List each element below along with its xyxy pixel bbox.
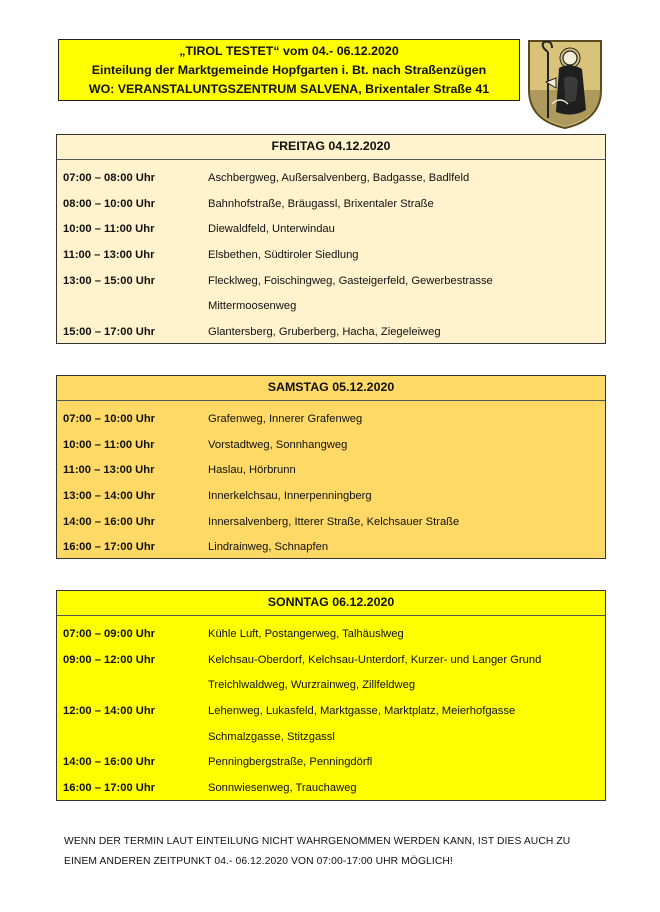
street-list: Flecklweg, Foischingweg, Gasteigerfeld, Gewerbestrasse bbox=[208, 274, 493, 287]
street-list: Vorstadtweg, Sonnhangweg bbox=[208, 438, 348, 451]
header-title: „TIROL TESTET“ vom 04.- 06.12.2020 bbox=[179, 43, 399, 58]
time-slot: 13:00 – 15:00 Uhr bbox=[63, 274, 156, 287]
schedule-row bbox=[57, 192, 605, 218]
street-list: Kühle Luft, Postangerweg, Talhäuslweg bbox=[208, 628, 404, 640]
schedule-row bbox=[57, 510, 605, 536]
time-slot: 08:00 – 10:00 Uhr bbox=[63, 197, 156, 210]
time-slot: 10:00 – 11:00 Uhr bbox=[63, 223, 155, 236]
saturday-schedule bbox=[56, 375, 606, 559]
street-list: Haslau, Hörbrunn bbox=[208, 464, 296, 477]
street-list: Penningbergstraße, Penningdörfl bbox=[208, 756, 373, 769]
schedule-row bbox=[57, 166, 605, 192]
time-slot: 16:00 – 17:00 Uhr bbox=[63, 541, 156, 554]
time-slot: 16:00 – 17:00 Uhr bbox=[63, 782, 156, 795]
street-list: Schmalzgasse, Stitzgassl bbox=[208, 730, 335, 743]
street-list: Diewaldfeld, Unterwindau bbox=[208, 223, 335, 236]
schedule-row bbox=[57, 725, 605, 751]
schedule-row bbox=[57, 673, 605, 699]
time-slot: 10:00 – 11:00 Uhr bbox=[63, 438, 155, 451]
sunday-schedule bbox=[56, 590, 606, 801]
header-location: WO: VERANSTALUNTGSZENTRUM SALVENA, Brixentaler Straße 41 bbox=[88, 81, 490, 96]
time-slot: 09:00 – 12:00 Uhr bbox=[63, 653, 156, 666]
street-list: Glantersberg, Gruberberg, Hacha, Ziegeleiweg bbox=[208, 326, 441, 339]
time-slot: 11:00 – 13:00 Uhr bbox=[63, 249, 155, 262]
schedule-row bbox=[57, 320, 605, 346]
schedule-row bbox=[57, 269, 605, 295]
street-list: Aschbergweg, Außersalvenberg, Badgasse, Badlfeld bbox=[208, 172, 470, 184]
street-list: Kelchsau-Oberdorf, Kelchsau-Unterdorf, Kurzer- und Langer Grund bbox=[208, 653, 542, 666]
time-slot: 15:00 – 17:00 Uhr bbox=[63, 326, 156, 339]
street-list: Sonnwiesenweg, Trauchaweg bbox=[208, 782, 357, 795]
schedule-row bbox=[57, 776, 605, 802]
street-list: Mittermoosenweg bbox=[208, 300, 297, 313]
time-slot: 13:00 – 14:00 Uhr bbox=[63, 490, 156, 503]
schedule-row bbox=[57, 622, 605, 648]
friday-schedule bbox=[56, 134, 606, 344]
schedule-row bbox=[57, 217, 605, 243]
footer-note-line: WENN DER TERMIN LAUT EINTEILUNG NICHT WAHRGENOMMEN WERDEN KANN, IST DIES AUCH ZU bbox=[64, 836, 571, 847]
schedule-row bbox=[57, 535, 605, 561]
time-slot: 07:00 – 09:00 Uhr bbox=[63, 628, 156, 640]
schedule-row bbox=[57, 243, 605, 269]
schedule-row bbox=[57, 433, 605, 459]
schedule-row bbox=[57, 407, 605, 433]
sunday-title: SONNTAG 06.12.2020 bbox=[57, 591, 605, 616]
time-slot bbox=[57, 725, 208, 751]
time-slot: 14:00 – 16:00 Uhr bbox=[63, 756, 156, 769]
saint-with-crozier-coat-of-arms-icon bbox=[526, 38, 604, 130]
header-subtitle: Einteilung der Marktgemeinde Hopfgarten i. Bt. nach Straßenzügen bbox=[91, 62, 487, 77]
schedule-row bbox=[57, 648, 605, 674]
time-slot bbox=[57, 294, 208, 320]
time-slot: 14:00 – 16:00 Uhr bbox=[63, 515, 156, 528]
time-slot bbox=[57, 673, 208, 699]
schedule-row bbox=[57, 484, 605, 510]
schedule-row bbox=[57, 699, 605, 725]
time-slot: 07:00 – 10:00 Uhr bbox=[63, 413, 156, 425]
friday-title: FREITAG 04.12.2020 bbox=[57, 135, 605, 160]
street-list: Grafenweg, Innerer Grafenweg bbox=[208, 413, 363, 425]
street-list: Lindrainweg, Schnapfen bbox=[208, 541, 329, 554]
time-slot: 07:00 – 08:00 Uhr bbox=[63, 172, 156, 184]
street-list: Innerkelchsau, Innerpenningberg bbox=[208, 490, 372, 503]
street-list: Bahnhofstraße, Bräugassl, Brixentaler Straße bbox=[208, 197, 434, 210]
header-box bbox=[58, 39, 520, 101]
time-slot: 11:00 – 13:00 Uhr bbox=[63, 464, 155, 477]
street-list: Treichlwaldweg, Wurzrainweg, Zillfeldweg bbox=[208, 679, 416, 692]
schedule-row bbox=[57, 458, 605, 484]
street-list: Elsbethen, Südtiroler Siedlung bbox=[208, 249, 359, 262]
schedule-row bbox=[57, 750, 605, 776]
street-list: Innersalvenberg, Itterer Straße, Kelchsauer Straße bbox=[208, 515, 460, 528]
footer-note bbox=[64, 832, 604, 872]
saturday-title: SAMSTAG 05.12.2020 bbox=[57, 376, 605, 401]
street-list: Lehenweg, Lukasfeld, Marktgasse, Marktplatz, Meierhofgasse bbox=[208, 705, 516, 718]
schedule-row bbox=[57, 294, 605, 320]
time-slot: 12:00 – 14:00 Uhr bbox=[63, 705, 156, 718]
footer-note-line: EINEM ANDEREN ZEITPUNKT 04.- 06.12.2020 VON 07:00-17:00 UHR MÖGLICH! bbox=[64, 856, 453, 867]
